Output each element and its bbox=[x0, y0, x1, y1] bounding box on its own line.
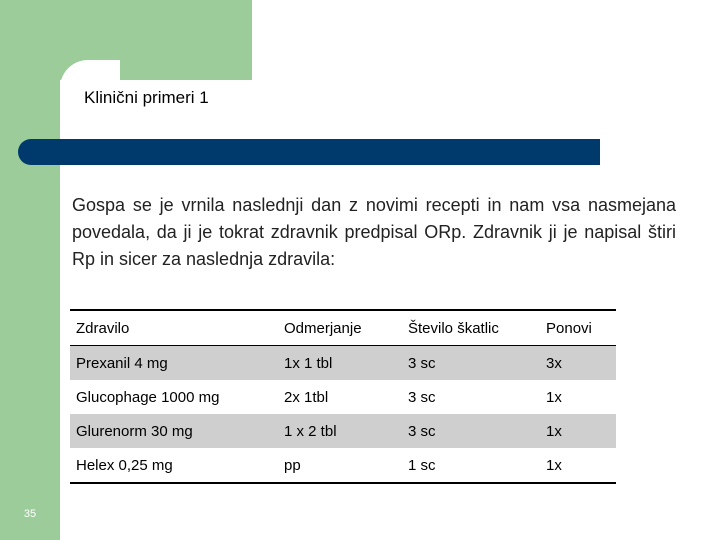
table-cell: Prexanil 4 mg bbox=[70, 346, 278, 381]
table-cell: 1x bbox=[540, 448, 616, 483]
table-cell: 1x bbox=[540, 414, 616, 448]
intro-paragraph: Gospa se je vrnila naslednji dan z novimi recepti in nam vsa nasmejana povedala, da ji je tokrat zdravnik predpisal ORp. Zdravnik ji je napisal štiri Rp in sicer za naslednja zdravila: bbox=[72, 195, 676, 269]
table-cell: 1 x 2 tbl bbox=[278, 414, 402, 448]
table-cell: 3 sc bbox=[402, 346, 540, 381]
table-cell: 1x 1 tbl bbox=[278, 346, 402, 381]
table-cell: 2x 1tbl bbox=[284, 388, 329, 406]
table-cell: 1 sc bbox=[402, 448, 540, 483]
decor-green-left bbox=[0, 0, 60, 540]
table-cell: 1x bbox=[546, 388, 562, 406]
slide-number: 35 bbox=[23, 508, 37, 520]
table-cell: 3 sc bbox=[408, 388, 436, 406]
header-cell: Število škatlic bbox=[402, 310, 540, 346]
table-row bbox=[70, 414, 616, 448]
header-cell: Odmerjanje bbox=[278, 310, 402, 346]
table-row bbox=[70, 380, 616, 414]
table-header-row bbox=[70, 310, 616, 346]
table-cell: 3x bbox=[540, 346, 616, 381]
title-divider-bar bbox=[18, 139, 600, 165]
table-cell: 3 sc bbox=[402, 414, 540, 448]
table-row bbox=[70, 346, 616, 381]
header-cell: Ponovi bbox=[540, 310, 616, 346]
header-cell: Zdravilo bbox=[70, 310, 278, 346]
prescription-table bbox=[70, 309, 616, 484]
slide-title: Klinični primeri 1 bbox=[84, 88, 209, 107]
table-cell: Glucophage 1000 mg bbox=[76, 388, 220, 406]
table-cell: Helex 0,25 mg bbox=[70, 448, 278, 483]
table-row bbox=[70, 448, 616, 483]
table-cell: Glurenorm 30 mg bbox=[70, 414, 278, 448]
table-cell: pp bbox=[278, 448, 402, 483]
